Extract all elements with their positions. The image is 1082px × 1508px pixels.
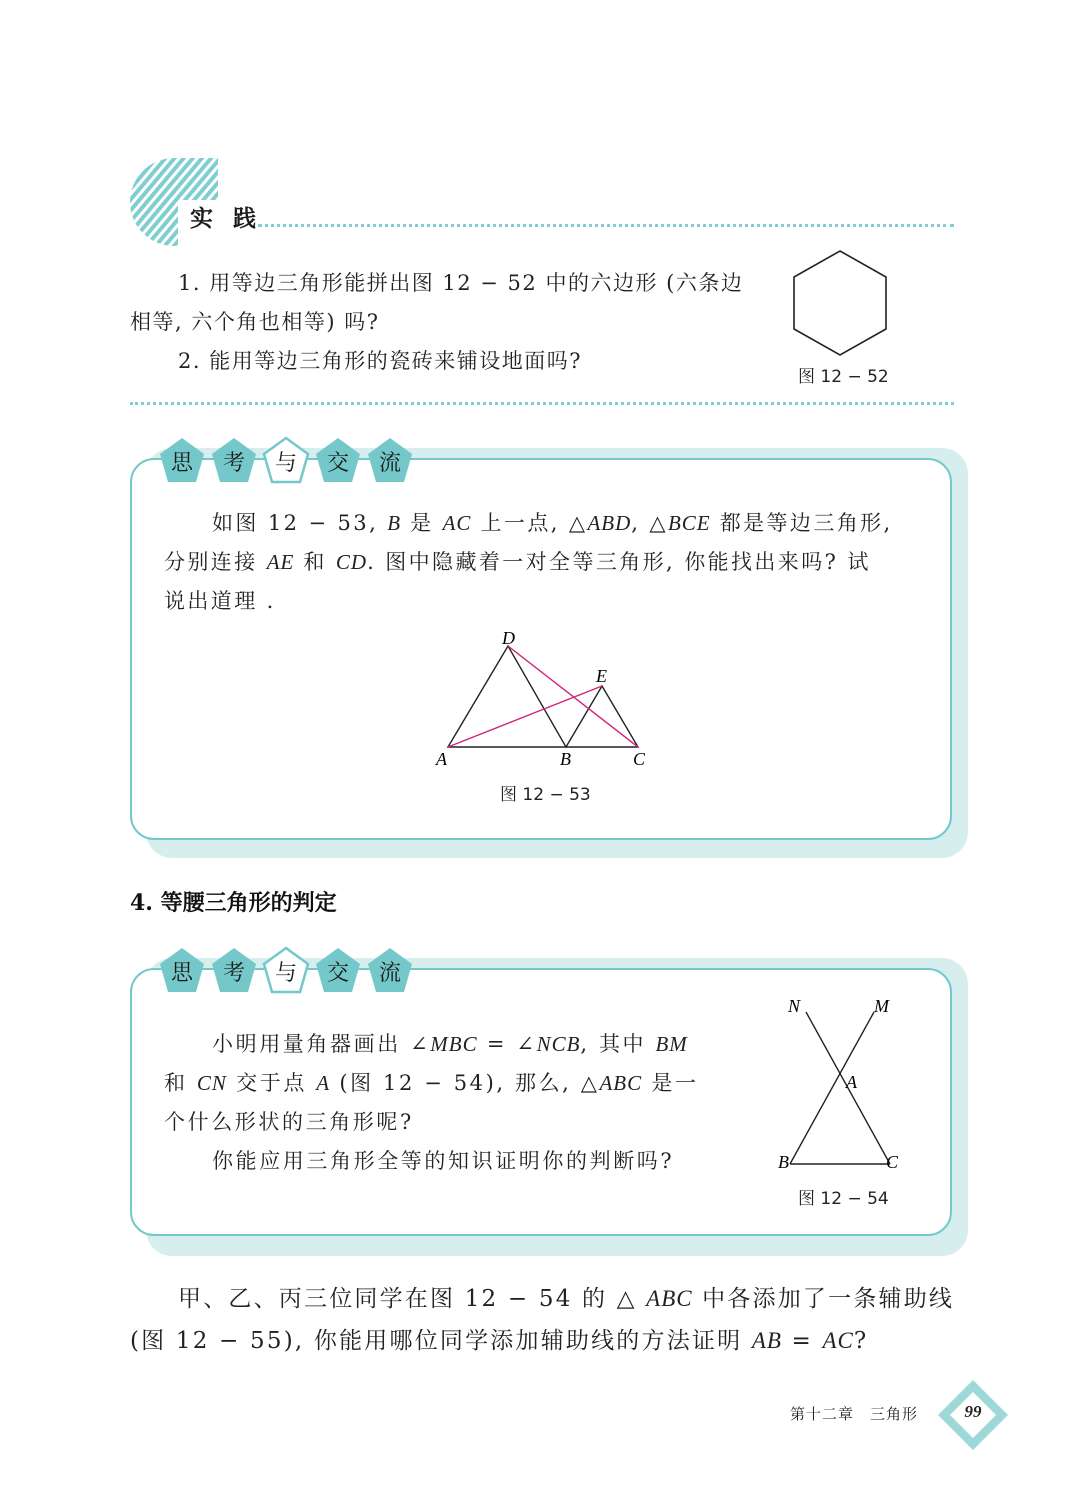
hexagon-figure — [786, 248, 894, 358]
think1-paragraph — [164, 504, 934, 621]
think2-line2: 和 CN 交于点 A (图 12 − 54), 那么, △ABC 是一 — [164, 1071, 699, 1095]
figure-caption-12-52: 图 12 − 52 — [798, 367, 889, 387]
label-A: A — [436, 749, 447, 769]
q1-line1: 1. 用等边三角形能拼出图 12 − 52 中的六边形 (六条边 — [178, 271, 744, 295]
think1-line2: 分别连接 AE 和 CD. 图中隐藏着一对全等三角形, 你能找出来吗? 试 — [164, 550, 871, 574]
tab-kao: 考 — [210, 436, 258, 484]
bottom-line2: (图 12 − 55), 你能用哪位同学添加辅助线的方法证明 AB = AC? — [130, 1328, 869, 1354]
dotted-divider — [130, 402, 954, 405]
label-B: B — [560, 749, 571, 769]
practice-title: 实 践 — [190, 206, 263, 232]
tab-yu: 与 — [262, 946, 310, 994]
q1-line2: 相等, 六个角也相等) 吗? — [130, 310, 380, 334]
practice-question-1 — [130, 264, 760, 342]
tab-yu: 与 — [262, 436, 310, 484]
label-C: C — [886, 1152, 899, 1172]
label-A: A — [846, 1072, 857, 1092]
tab-jiao: 交 — [314, 436, 362, 484]
section-heading: 4. 等腰三角形的判定 — [130, 890, 337, 916]
label-N: N — [788, 996, 801, 1016]
label-C: C — [633, 749, 646, 769]
bottom-paragraph — [130, 1278, 960, 1362]
tab-si: 思 — [158, 436, 206, 484]
label-E: E — [596, 666, 607, 686]
think1-line1: 如图 12 − 53, B 是 AC 上一点, △ABD, △BCE 都是等边三角形, — [212, 511, 893, 535]
figure-caption-12-54: 图 12 − 54 — [798, 1189, 889, 1209]
bottom-line1: 甲、乙、丙三位同学在图 12 − 54 的 △ ABC 中各添加了一条辅助线 — [178, 1286, 955, 1312]
tab-liu: 流 — [366, 946, 414, 994]
practice-question-2 — [130, 342, 760, 381]
think2-line3: 个什么形状的三角形呢? — [164, 1110, 414, 1134]
think-exchange-tabs — [158, 436, 414, 484]
page-number: 99 — [964, 1402, 982, 1421]
think-exchange-tabs — [158, 946, 414, 994]
think2-line4: 你能应用三角形全等的知识证明你的判断吗? — [212, 1149, 675, 1173]
footer-chapter-title: 第十二章 三角形 — [790, 1405, 919, 1423]
figure-caption-12-53: 图 12 − 53 — [500, 785, 591, 805]
figure-12-53 — [430, 624, 660, 774]
dotted-divider — [258, 224, 954, 227]
think2-line1: 小明用量角器画出 ∠MBC = ∠NCB, 其中 BM — [212, 1032, 688, 1056]
think1-line3: 说出道理 . — [164, 589, 276, 613]
tab-jiao: 交 — [314, 946, 362, 994]
think2-paragraph — [164, 1025, 734, 1181]
tab-kao: 考 — [210, 946, 258, 994]
label-M: M — [874, 996, 889, 1016]
q2-text: 2. 能用等边三角形的瓷砖来铺设地面吗? — [178, 349, 582, 373]
tab-si: 思 — [158, 946, 206, 994]
tab-liu: 流 — [366, 436, 414, 484]
label-B: B — [778, 1152, 789, 1172]
label-D: D — [502, 628, 515, 648]
figure-12-54 — [770, 990, 910, 1180]
